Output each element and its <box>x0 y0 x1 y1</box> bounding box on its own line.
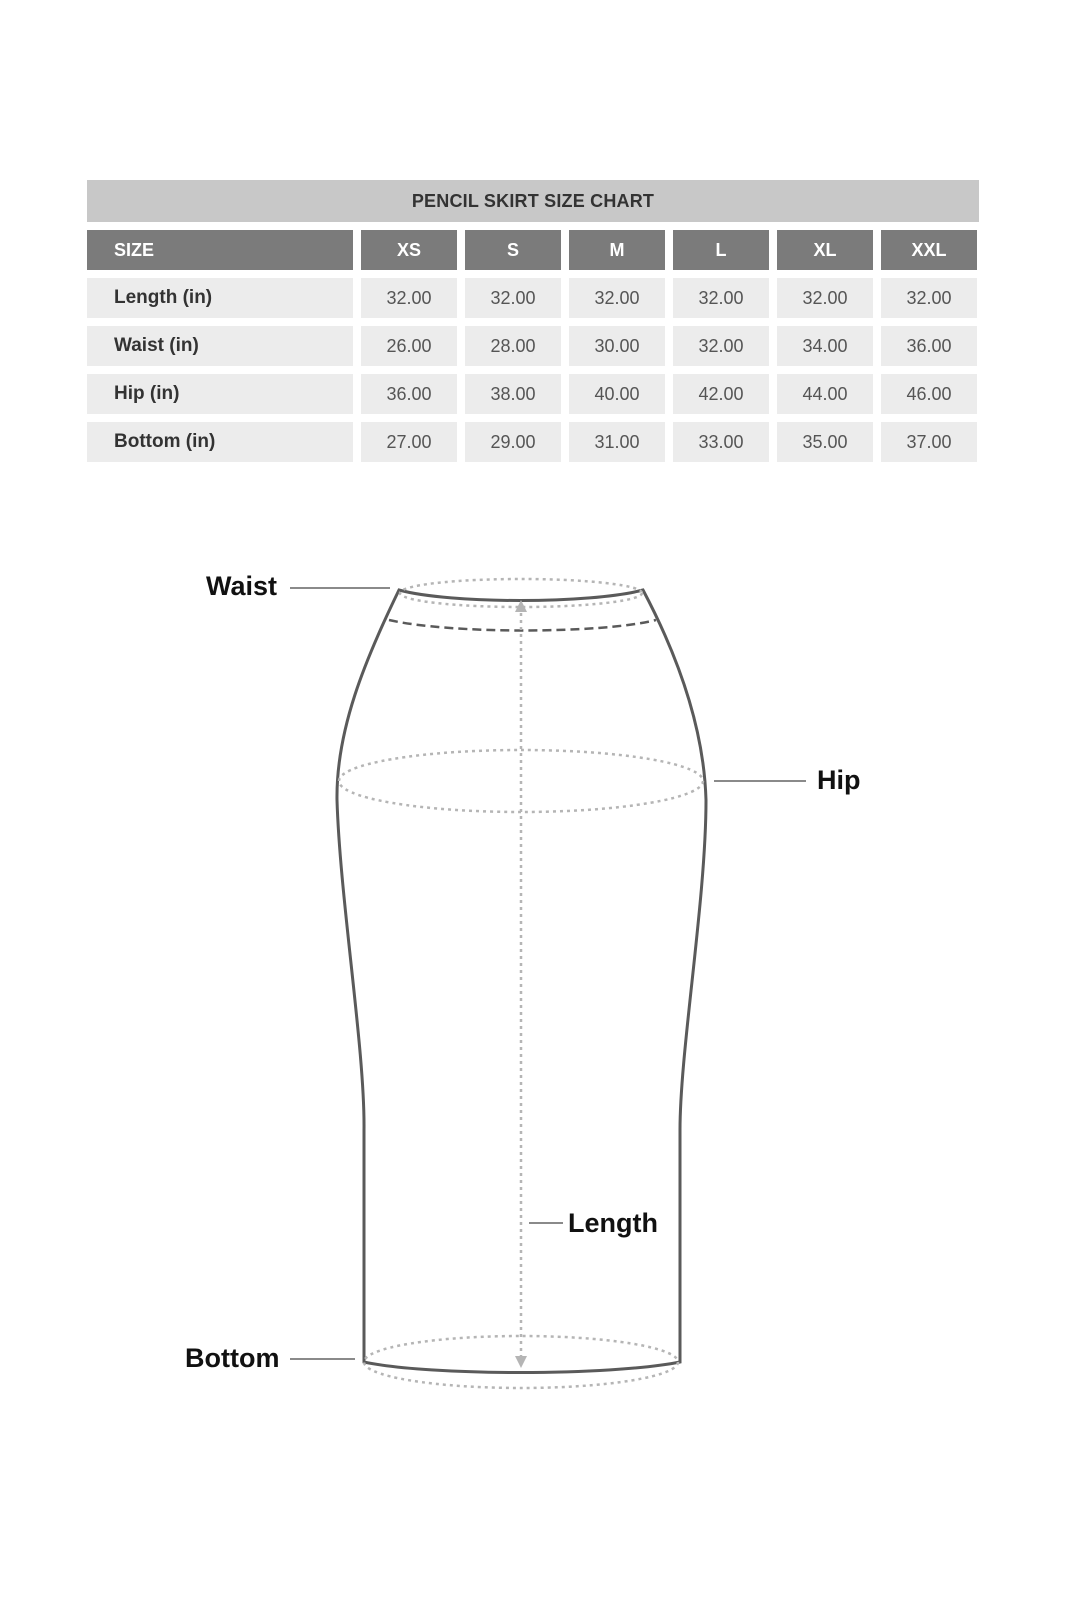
row-label: Length (in) <box>87 278 353 318</box>
table-cell: 32.00 <box>361 278 457 318</box>
table-cell: 32.00 <box>777 278 873 318</box>
header-size-xxl: XXL <box>881 230 977 270</box>
table-cell: 40.00 <box>569 374 665 414</box>
table-cell: 28.00 <box>465 326 561 366</box>
header-size-xs: XS <box>361 230 457 270</box>
table-cell: 36.00 <box>881 326 977 366</box>
table-cell: 34.00 <box>777 326 873 366</box>
skirt-outline <box>337 590 706 1373</box>
table-cell: 36.00 <box>361 374 457 414</box>
header-size-label: SIZE <box>87 230 353 270</box>
row-label: Waist (in) <box>87 326 353 366</box>
table-cell: 35.00 <box>777 422 873 462</box>
table-cell: 26.00 <box>361 326 457 366</box>
row-label: Bottom (in) <box>87 422 353 462</box>
table-cell: 27.00 <box>361 422 457 462</box>
row-label: Hip (in) <box>87 374 353 414</box>
table-cell: 32.00 <box>569 278 665 318</box>
bottom-label: Bottom <box>185 1343 280 1373</box>
waistband-line <box>389 620 656 631</box>
table-cell: 37.00 <box>881 422 977 462</box>
table-cell: 30.00 <box>569 326 665 366</box>
size-chart-title: PENCIL SKIRT SIZE CHART <box>87 180 979 222</box>
table-cell: 42.00 <box>673 374 769 414</box>
length-label: Length <box>568 1208 658 1238</box>
header-size-l: L <box>673 230 769 270</box>
table-cell: 32.00 <box>673 278 769 318</box>
table-cell: 29.00 <box>465 422 561 462</box>
header-size-xl: XL <box>777 230 873 270</box>
header-size-m: M <box>569 230 665 270</box>
table-cell: 32.00 <box>673 326 769 366</box>
header-size-s: S <box>465 230 561 270</box>
table-cell: 44.00 <box>777 374 873 414</box>
table-cell: 38.00 <box>465 374 561 414</box>
table-cell: 31.00 <box>569 422 665 462</box>
table-cell: 32.00 <box>465 278 561 318</box>
hip-label: Hip <box>817 765 861 795</box>
table-cell: 46.00 <box>881 374 977 414</box>
length-arrow-bottom <box>515 1356 527 1368</box>
table-cell: 33.00 <box>673 422 769 462</box>
table-cell: 32.00 <box>881 278 977 318</box>
waist-label: Waist <box>206 571 278 601</box>
